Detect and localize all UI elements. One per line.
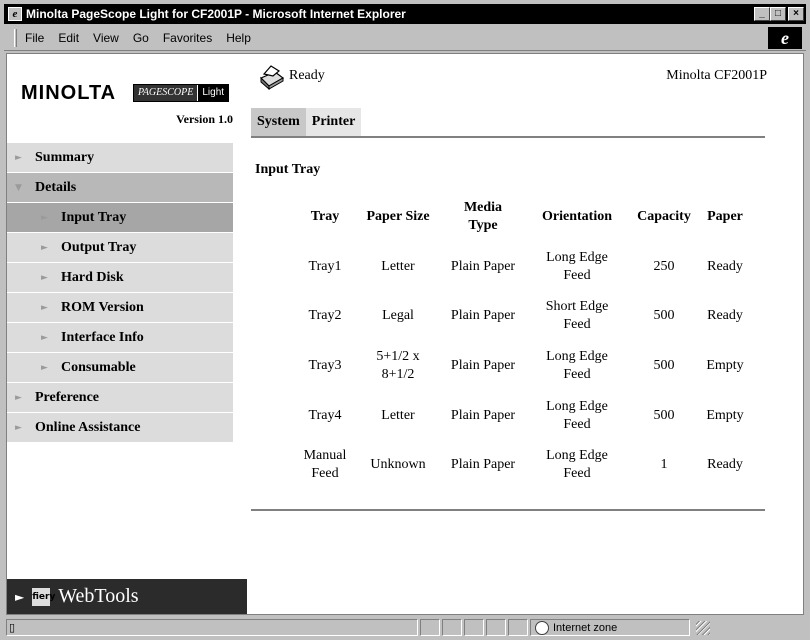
menu-help[interactable]: Help (226, 30, 251, 45)
cell-orient-line1: Long Edge (546, 398, 608, 414)
header-paper: Paper (707, 209, 743, 224)
header-paper-size: Paper Size (366, 209, 430, 224)
cell-orientation (527, 440, 627, 490)
cell-orient-line2: Feed (563, 466, 591, 482)
arrow-right-icon: ► (41, 272, 48, 283)
cell-orient-line1: Long Edge (546, 249, 608, 265)
arrow-right-icon: ► (41, 242, 48, 253)
sidebar-item-preference[interactable] (7, 383, 233, 413)
toolbar-grip[interactable] (14, 29, 17, 47)
cell-tray-line1: Tray3 (308, 357, 342, 373)
close-button[interactable]: × (788, 7, 804, 21)
cell-capacity: 250 (653, 258, 675, 274)
cell-tray (293, 292, 357, 342)
sidebar-item-online-assistance[interactable] (7, 413, 233, 443)
cell-orientation (527, 242, 627, 292)
cell-media-type: Plain Paper (450, 258, 516, 274)
cell-orientation (527, 292, 627, 342)
menu-go[interactable]: Go (132, 30, 149, 45)
cell-size-line1: Unknown (370, 457, 426, 473)
cell-media-type: Plain Paper (450, 457, 516, 473)
cell-capacity: 500 (653, 308, 675, 324)
arrow-right-icon: ► (15, 392, 22, 403)
table-header-row (293, 192, 749, 242)
cell-paper: Ready (707, 457, 743, 473)
sidebar-item-input-tray[interactable] (7, 203, 233, 233)
webtools-label: WebTools (58, 585, 139, 607)
sidebar-item-label: Summary (35, 149, 95, 165)
window-title: Minolta PageScope Light for CF2001P - Microsoft Internet Explorer (26, 7, 406, 21)
sidebar-item-output-tray[interactable] (7, 233, 233, 263)
sidebar-item-consumable[interactable] (7, 353, 233, 383)
arrow-right-icon: ► (15, 589, 25, 604)
menu-file[interactable]: File (25, 30, 45, 45)
cell-orient-line2: Feed (563, 267, 591, 283)
section-title: Input Tray (255, 162, 321, 177)
minolta-logo: MINOLTA (21, 82, 117, 104)
sidebar-item-label: ROM Version (61, 299, 144, 315)
page-icon: ▯ (9, 621, 16, 634)
cell-capacity: 500 (653, 357, 675, 373)
cell-tray-line1: Tray2 (308, 308, 342, 324)
cell-capacity: 500 (653, 407, 675, 423)
security-zone[interactable] (530, 619, 690, 636)
globe-icon (535, 621, 549, 635)
cell-paper: Empty (706, 407, 744, 423)
arrow-right-icon: ► (15, 152, 22, 163)
sidebar-item-interface-info[interactable] (7, 323, 233, 353)
cell-size-line2: 8+1/2 (381, 366, 415, 382)
ie-throbber-icon: e (768, 27, 802, 49)
status-panel (464, 619, 484, 636)
header-tray: Tray (310, 209, 340, 224)
cell-paper: Ready (707, 308, 743, 324)
window-controls (754, 7, 804, 21)
cell-tray-line1: Tray4 (308, 407, 342, 423)
status-main-panel (6, 619, 418, 636)
sidebar-item-details[interactable] (7, 173, 233, 203)
cell-paper: Empty (706, 357, 744, 373)
cell-tray (293, 391, 357, 441)
cell-orient-line2: Feed (563, 317, 591, 333)
webtools-link[interactable] (7, 579, 247, 614)
cell-orient-line2: Feed (563, 366, 591, 382)
left-frame (7, 54, 233, 614)
table-row (293, 242, 749, 292)
header-orientation: Orientation (542, 209, 612, 224)
cell-tray (293, 341, 357, 391)
cell-tray (293, 440, 357, 490)
ie-app-icon: e (8, 7, 22, 21)
header-media-line1: Media (463, 200, 503, 215)
cell-media-type: Plain Paper (450, 357, 516, 373)
printer-icon (257, 64, 285, 90)
sidebar-item-label: Preference (35, 389, 99, 405)
cell-orient-line1: Short Edge (545, 299, 609, 315)
cell-size-line1: Letter (381, 258, 415, 274)
cell-orientation (527, 391, 627, 441)
sidebar-item-label: Output Tray (61, 239, 137, 255)
cell-orient-line1: Long Edge (546, 448, 608, 464)
pagescope-logo-text: PAGESCOPE (134, 85, 197, 101)
cell-tray-line1: Tray1 (308, 258, 342, 274)
header-capacity: Capacity (637, 209, 691, 224)
menu-bar (4, 25, 806, 51)
header-media-type (439, 192, 527, 242)
cell-media-type: Plain Paper (450, 407, 516, 423)
cell-orient-line2: Feed (563, 416, 591, 432)
table-row (293, 391, 749, 441)
menu-edit[interactable]: Edit (58, 30, 80, 45)
title-bar (4, 4, 806, 24)
status-panel (486, 619, 506, 636)
arrow-right-icon: ► (41, 362, 48, 373)
status-panel (420, 619, 440, 636)
logo-area (7, 54, 233, 134)
tab-bar (251, 108, 361, 136)
zone-label: Internet zone (553, 621, 618, 634)
cell-orientation (527, 341, 627, 391)
arrow-right-icon: ► (41, 302, 48, 313)
arrow-right-icon: ► (15, 422, 22, 433)
cell-size-line1: Legal (382, 308, 414, 324)
sidebar-item-rom-version[interactable] (7, 293, 233, 323)
sidebar-item-hard-disk[interactable] (7, 263, 233, 293)
pagescope-logo (133, 84, 229, 102)
cell-size-line1: 5+1/2 x (376, 348, 420, 364)
arrow-down-icon: ▼ (15, 182, 22, 193)
cell-paper-size (357, 242, 439, 292)
cell-paper-size (357, 391, 439, 441)
cell-size-line1: Letter (381, 407, 415, 423)
menu-favorites[interactable]: Favorites (162, 30, 213, 45)
menu-view[interactable]: View (93, 30, 119, 45)
version-label: Version 1.0 (176, 112, 233, 126)
cell-paper-size (357, 341, 439, 391)
cell-orient-line1: Long Edge (546, 348, 608, 364)
table-row (293, 440, 749, 490)
sidebar-nav (7, 143, 233, 443)
cell-capacity: 1 (660, 457, 668, 473)
printer-status: Ready (289, 68, 325, 83)
cell-paper: Ready (707, 258, 743, 274)
input-tray-table (293, 192, 749, 490)
sidebar-item-summary[interactable] (7, 143, 233, 173)
table-row (293, 292, 749, 342)
printer-model: Minolta CF2001P (666, 68, 767, 83)
header-media-line2: Type (468, 218, 498, 233)
pagescope-light-text: Light (197, 85, 228, 101)
resize-grip[interactable] (696, 621, 710, 635)
cell-tray-line2: Feed (311, 466, 339, 482)
status-bar (4, 617, 806, 638)
sidebar-item-label: Interface Info (61, 329, 144, 345)
sidebar-item-label: Consumable (61, 359, 136, 375)
status-panel (442, 619, 462, 636)
maximize-button[interactable]: □ (770, 7, 786, 21)
sidebar-item-label: Details (35, 179, 77, 195)
sidebar-item-label: Hard Disk (61, 269, 124, 285)
minimize-button[interactable]: _ (754, 7, 770, 21)
cell-media-type: Plain Paper (450, 308, 516, 324)
tab-system[interactable]: System (251, 108, 306, 136)
fiery-logo-icon: fiery (32, 588, 50, 606)
divider (251, 509, 765, 511)
cell-tray-line1: Manual (303, 448, 347, 464)
cell-tray (293, 242, 357, 292)
tab-printer[interactable]: Printer (306, 108, 362, 136)
status-panel (508, 619, 528, 636)
arrow-right-icon: ► (41, 332, 48, 343)
arrow-right-icon: ► (41, 212, 48, 223)
right-frame (249, 54, 804, 614)
divider (251, 136, 765, 138)
table-row (293, 341, 749, 391)
sidebar-item-label: Online Assistance (35, 419, 141, 435)
cell-paper-size (357, 440, 439, 490)
page-content (6, 53, 804, 615)
sidebar-item-label: Input Tray (61, 209, 127, 225)
cell-paper-size (357, 292, 439, 342)
